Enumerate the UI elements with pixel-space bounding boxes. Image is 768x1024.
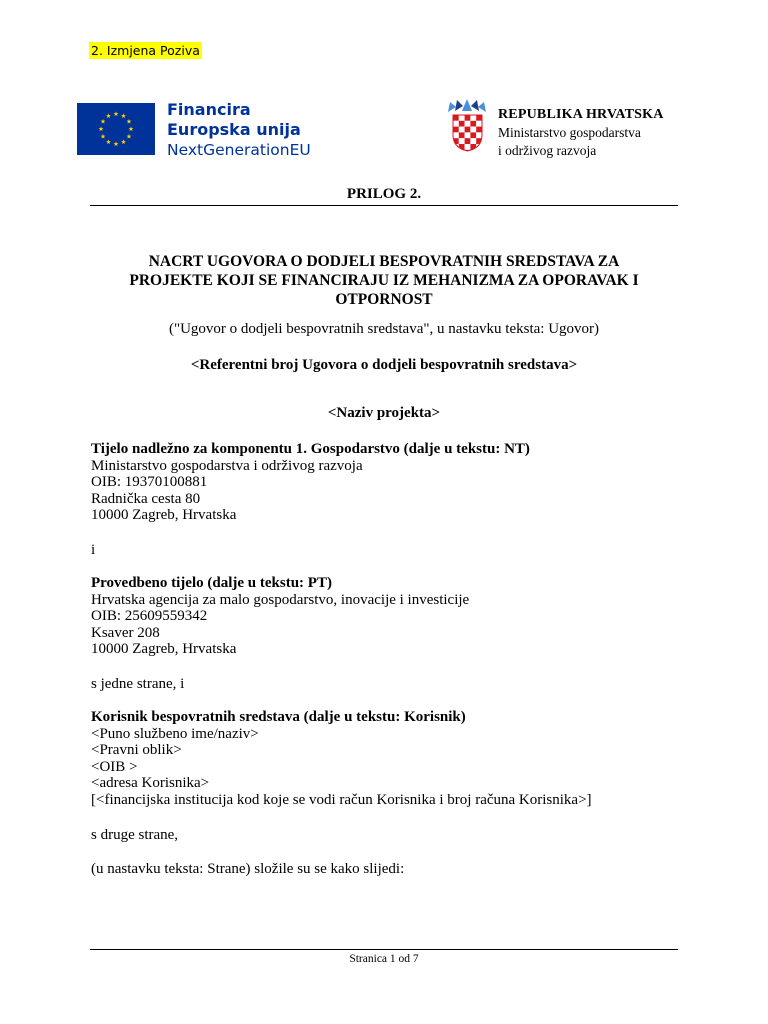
party-korisnik-heading: Korisnik bespovratnih sredstava (dalje u tekstu: Korisnik) — [91, 709, 466, 725]
footer-divider — [90, 949, 678, 950]
party-korisnik-line: <Pravni oblik> — [91, 742, 182, 758]
party-pt — [91, 575, 469, 658]
party-nt-line: Ministarstvo gospodarstva i održivog razvoja — [91, 457, 363, 474]
attachment-heading: PRILOG 2. — [346, 186, 422, 202]
croatia-logo-title: REPUBLIKA HRVATSKA — [498, 107, 664, 122]
party-nt-line: OIB: 19370100881 — [91, 474, 208, 490]
party-korisnik-line: <Puno službeno ime/naziv> — [91, 725, 259, 742]
page-number: Stranica 1 od 7 — [349, 953, 419, 965]
eu-flag-icon — [77, 103, 155, 155]
eu-logo — [77, 100, 317, 159]
document-title — [110, 252, 658, 309]
eu-logo-line3: NextGenerationEU — [167, 141, 311, 159]
croatian-coat-of-arms-icon — [452, 114, 483, 152]
party-nt-line: Radnička cesta 80 — [91, 490, 201, 507]
contract-reference: <Referentni broj Ugovora o dodjeli bespovratnih sredstava> — [190, 357, 578, 373]
title-line-1: NACRT UGOVORA O DODJELI BESPOVRATNIH SREDSTAVA ZA — [148, 253, 620, 270]
one-side-text: s jedne strane, i — [91, 676, 185, 692]
party-pt-line: 10000 Zagreb, Hrvatska — [91, 641, 237, 657]
project-name: <Naziv projekta> — [327, 405, 441, 421]
party-nt-heading: Tijelo nadležno za komponentu 1. Gospodarstvo (dalje u tekstu: NT) — [91, 441, 530, 457]
document-subtitle: ("Ugovor o dodjeli bespovratnih sredstava", u nastavku teksta: Ugovor) — [168, 321, 600, 337]
eu-logo-line1: Financira — [167, 100, 251, 119]
party-pt-line: Ksaver 208 — [91, 624, 160, 641]
croatia-ministry-logo — [446, 99, 686, 159]
party-nt-line: 10000 Zagreb, Hrvatska — [91, 507, 237, 523]
party-pt-line: OIB: 25609559342 — [91, 608, 208, 624]
party-korisnik-line: [<financijska institucija kod koje se vodi račun Korisnika i broj računa Korisnika>] — [91, 791, 592, 808]
party-korisnik — [91, 709, 592, 808]
heading-divider — [90, 205, 678, 206]
party-nt — [91, 441, 530, 524]
party-korisnik-line: <adresa Korisnika> — [91, 775, 210, 791]
party-pt-heading: Provedbeno tijelo (dalje u tekstu: PT) — [91, 575, 332, 591]
conjunction-i: i — [91, 542, 96, 558]
croatia-logo-sub2: i održivog razvoja — [498, 143, 597, 158]
other-side-text: s druge strane, — [91, 827, 179, 843]
eu-logo-line2: Europska unija — [167, 120, 301, 139]
amendment-tag: 2. Izmjena Poziva — [91, 43, 200, 58]
party-korisnik-line: <OIB > — [91, 758, 138, 775]
title-line-3: OTPORNOST — [335, 291, 433, 308]
crown-icon — [447, 99, 487, 113]
closing-text: (u nastavku teksta: Strane) složile su se kako slijedi: — [91, 861, 405, 877]
party-pt-line: Hrvatska agencija za malo gospodarstvo, inovacije i investicije — [91, 591, 470, 608]
croatia-logo-sub1: Ministarstvo gospodarstva — [498, 125, 641, 140]
title-line-2: PROJEKTE KOJI SE FINANCIRAJU IZ MEHANIZMA ZA OPORAVAK I — [129, 272, 639, 289]
